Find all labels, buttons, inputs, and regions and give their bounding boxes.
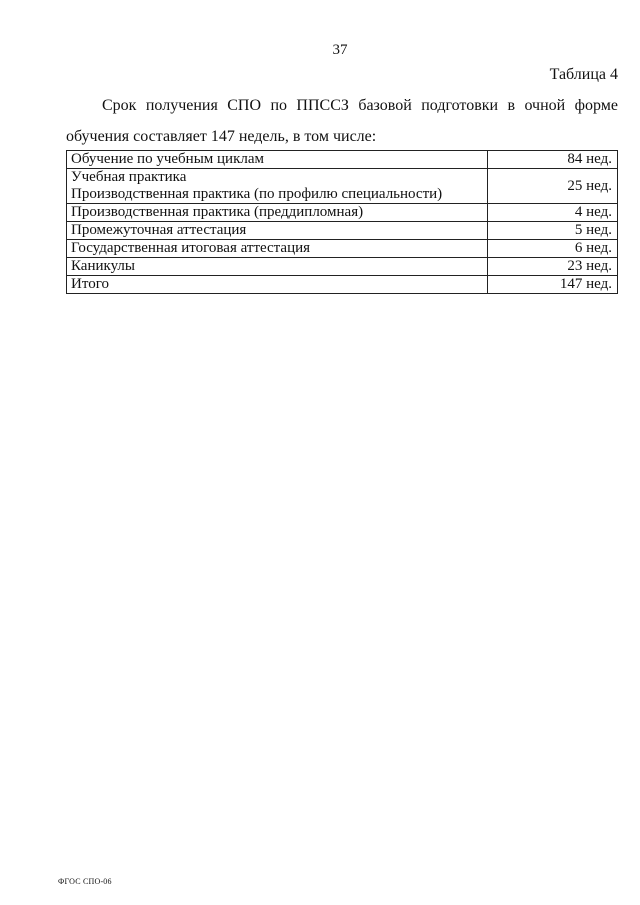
table-row	[67, 258, 618, 276]
row-value: 23 нед.	[488, 258, 618, 276]
table-row-total	[67, 276, 618, 294]
row-label: Государственная итоговая аттестация	[67, 240, 488, 258]
row-label: Промежуточная аттестация	[67, 222, 488, 240]
row-label: Производственная практика (по профилю специальности)	[71, 186, 443, 202]
page-number: 37	[332, 42, 348, 58]
footer-code: ФГОС СПО-06	[58, 877, 112, 886]
table-caption: Таблица 4	[549, 66, 618, 83]
row-value: 84 нед.	[488, 151, 618, 169]
table-row	[67, 222, 618, 240]
row-value: 6 нед.	[488, 240, 618, 258]
row-value: 4 нед.	[488, 204, 618, 222]
row-value: 5 нед.	[488, 222, 618, 240]
row-value: 25 нед.	[488, 169, 618, 204]
row-label: Каникулы	[67, 258, 488, 276]
table-row	[67, 240, 618, 258]
weeks-table	[66, 150, 618, 294]
row-value: 147 нед.	[488, 276, 618, 294]
table-row	[67, 204, 618, 222]
row-label: Учебная практика	[71, 169, 187, 185]
table-row	[67, 151, 618, 169]
row-label: Производственная практика (преддипломная)	[67, 204, 488, 222]
row-label: Итого	[67, 276, 488, 294]
table-row	[67, 169, 618, 204]
intro-paragraph: Срок получения СПО по ППССЗ базовой подготовки в очной форме обучения составляет 147 недель, в том числе:	[66, 97, 618, 145]
row-label-group	[67, 169, 488, 204]
row-label: Обучение по учебным циклам	[67, 151, 488, 169]
